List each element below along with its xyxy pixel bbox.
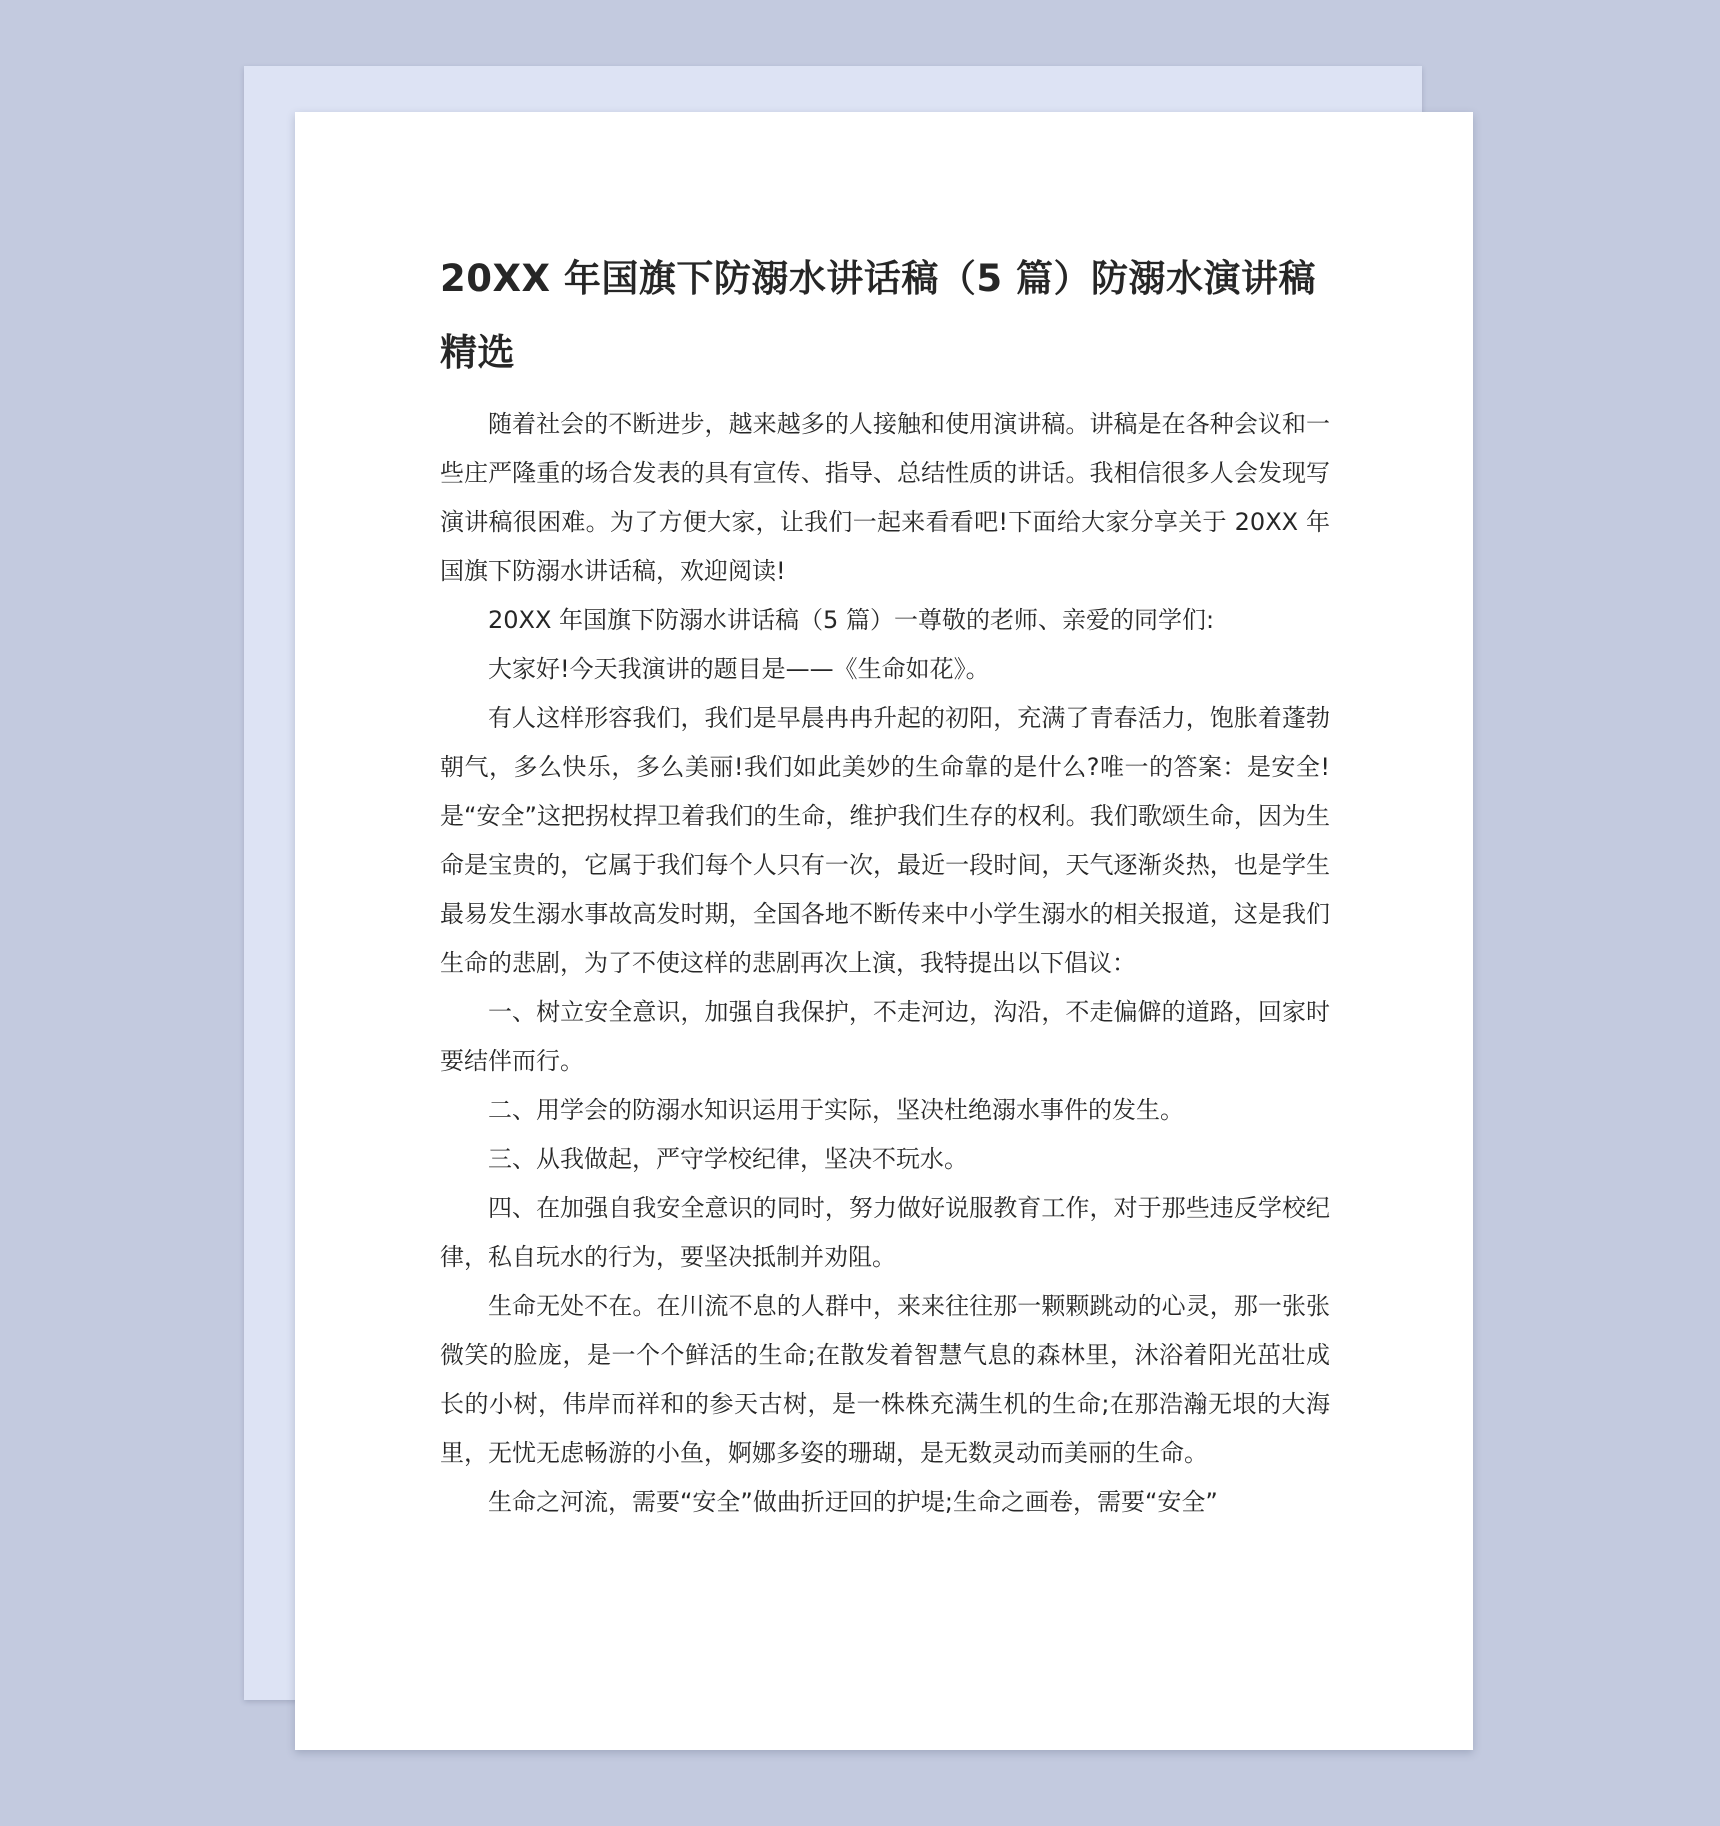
paragraph-body-3: 生命之河流，需要“安全”做曲折迂回的护堤;生命之画卷，需要“安全”: [488, 1488, 1218, 1516]
paragraph-greeting: 大家好!今天我演讲的题目是——《生命如花》。: [488, 655, 990, 683]
paragraph-heading-line: 20XX 年国旗下防溺水讲话稿（5 篇）一尊敬的老师、亲爱的同学们:: [488, 606, 1215, 634]
paragraph-proposal-1: 一、树立安全意识，加强自我保护，不走河边，沟沿，不走偏僻的道路，回家时要结伴而行。: [440, 998, 1330, 1075]
paragraph-proposal-4: 四、在加强自我安全意识的同时，努力做好说服教育工作，对于那些违反学校纪律，私自玩水的行为，要坚决抵制并劝阻。: [440, 1194, 1330, 1271]
paragraph-proposal-3: 三、从我做起，严守学校纪律，坚决不玩水。: [488, 1145, 968, 1173]
paragraph-body-2: 生命无处不在。在川流不息的人群中，来来往往那一颗颗跳动的心灵，那一张张微笑的脸庞，是一个个鲜活的生命;在散发着智慧气息的森林里，沐浴着阳光茁壮成长的小树，伟岸而祥和的参天古树，是一株株充满生机的生命;在那浩瀚无垠的大海里，无忧无虑畅游的小鱼，婀娜多姿的珊瑚，是无数灵动而美丽的生命。: [440, 1292, 1330, 1467]
paragraph-intro: 随着社会的不断进步，越来越多的人接触和使用演讲稿。讲稿是在各种会议和一些庄严隆重的场合发表的具有宣传、指导、总结性质的讲话。我相信很多人会发现写演讲稿很困难。为了方便大家，让我们一起来看看吧!下面给大家分享关于 20XX 年国旗下防溺水讲话稿，欢迎阅读!: [440, 410, 1330, 585]
paragraph-proposal-2: 二、用学会的防溺水知识运用于实际，坚决杜绝溺水事件的发生。: [488, 1096, 1184, 1124]
paragraph-body-1: 有人这样形容我们，我们是早晨冉冉升起的初阳，充满了青春活力，饱胀着蓬勃朝气，多么快乐，多么美丽!我们如此美妙的生命靠的是什么?唯一的答案：是安全!是“安全”这把拐杖捍卫着我们的生命，维护我们生存的权利。我们歌颂生命，因为生命是宝贵的，它属于我们每个人只有一次，最近一段时间，天气逐渐炎热，也是学生最易发生溺水事故高发时期，全国各地不断传来中小学生溺水的相关报道，这是我们生命的悲剧，为了不使这样的悲剧再次上演，我特提出以下倡议：: [440, 704, 1330, 977]
document-title: 20XX 年国旗下防溺水讲话稿（5 篇）防溺水演讲稿精选: [440, 257, 1317, 374]
document-page: [295, 112, 1473, 1750]
document-body: [440, 242, 1330, 1527]
